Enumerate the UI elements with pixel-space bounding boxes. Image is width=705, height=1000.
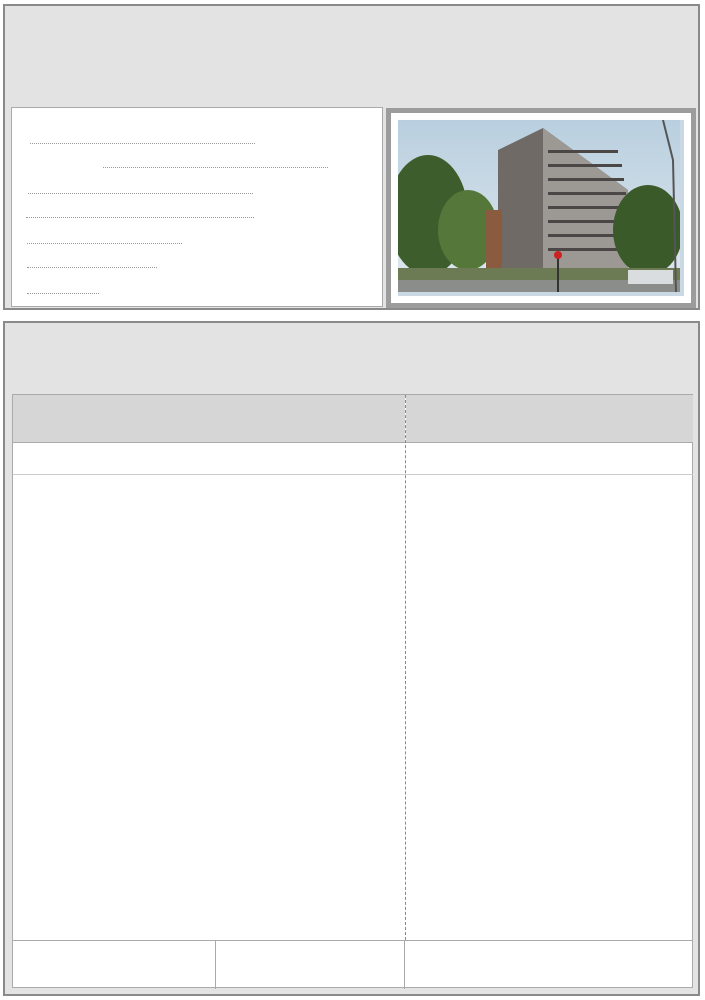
street-value-1 <box>30 143 255 144</box>
psc-row <box>22 182 253 197</box>
totals-label-cell <box>13 941 216 989</box>
envelope-value <box>27 243 182 244</box>
building-totals-row <box>13 940 693 988</box>
envelope-row <box>22 232 182 247</box>
primary-energy-header <box>406 395 693 443</box>
certificate-header <box>3 4 700 310</box>
shape-factor-row <box>22 256 157 271</box>
building-photo <box>398 120 684 296</box>
delivered-energy-header <box>13 395 405 443</box>
primary-energy-scale-bar <box>416 505 472 913</box>
street-row <box>22 132 255 147</box>
street-value-2 <box>103 167 328 168</box>
shape-factor-value <box>27 267 157 268</box>
delivered-energy-total <box>216 941 405 989</box>
primary-energy-total <box>405 941 693 989</box>
building-type-row <box>22 206 254 221</box>
building-type-value <box>26 217 254 218</box>
heading-rule <box>13 474 693 475</box>
energy-performance-section <box>3 321 700 996</box>
rating-panel <box>12 394 693 988</box>
reference-area-value <box>27 293 99 294</box>
reference-area-row <box>22 282 99 297</box>
street-row-2 <box>103 156 328 171</box>
building-photo-frame <box>386 108 696 308</box>
building-info-box <box>11 107 383 307</box>
psc-value <box>28 193 253 194</box>
specific-values-heading <box>13 445 693 475</box>
column-divider <box>405 395 406 940</box>
